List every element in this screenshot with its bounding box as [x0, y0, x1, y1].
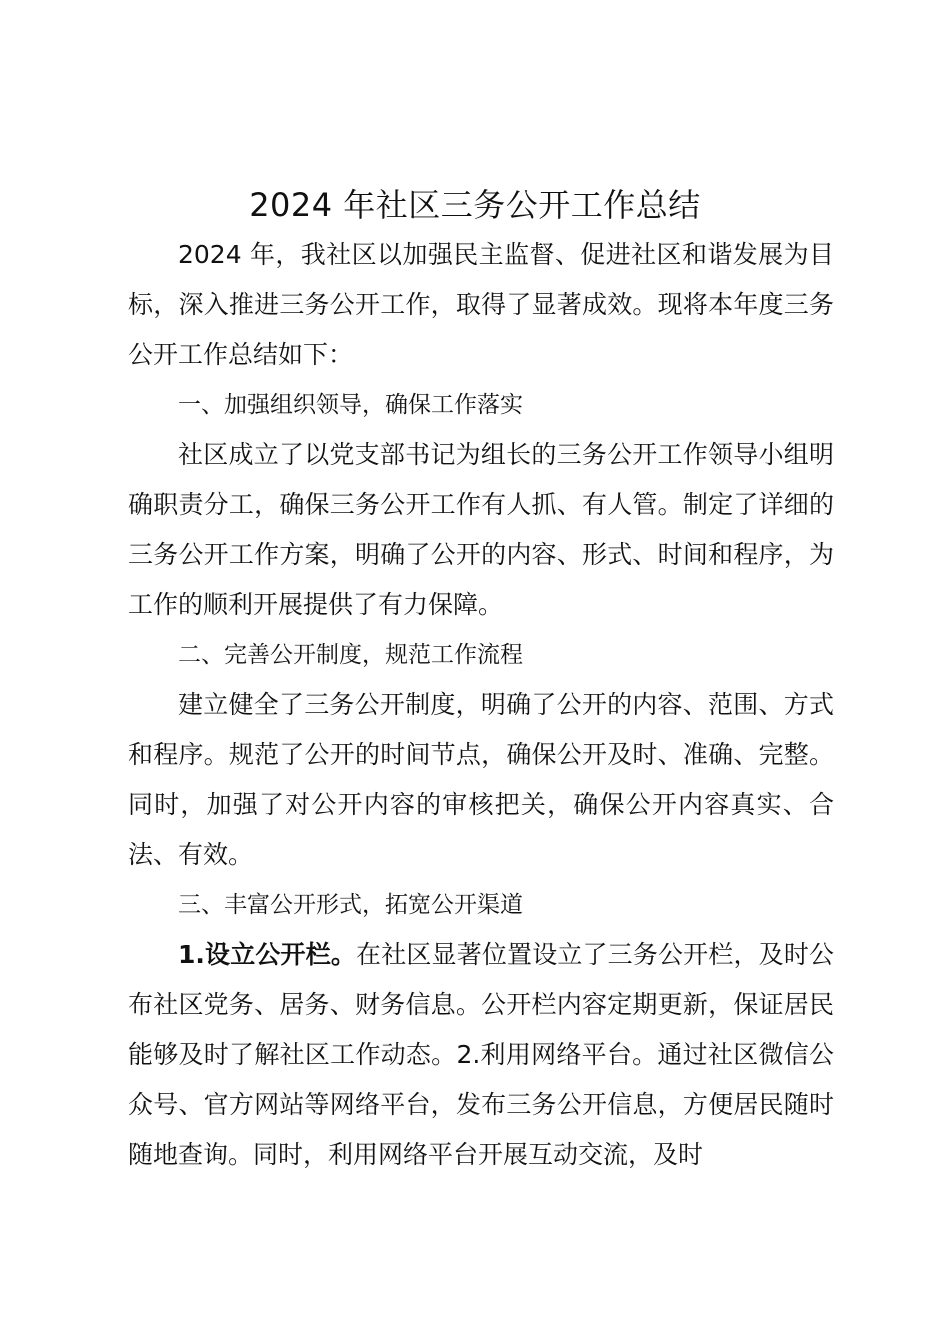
intro-paragraph: 2024 年，我社区以加强民主监督、促进社区和谐发展为目标，深入推进三务公开工作，取得了显著成效。现将本年度三务公开工作总结如下： — [128, 240, 834, 369]
section-heading-2: 二、完善公开制度，规范工作流程 — [178, 642, 523, 668]
section-heading-1: 一、加强组织领导，确保工作落实 — [178, 392, 523, 418]
document-title: 2024 年社区三务公开工作总结 — [249, 186, 701, 224]
section-body-1: 社区成立了以党支部书记为组长的三务公开工作领导小组明确职责分工，确保三务公开工作有人抓、有人管。制定了详细的三务公开工作方案，明确了公开的内容、形式、时间和程序，为工作的顺利开展提供了有力保障。 — [128, 440, 834, 619]
section-body-2: 建立健全了三务公开制度，明确了公开的内容、范围、方式和程序。规范了公开的时间节点，确保公开及时、准确、完整。同时，加强了对公开内容的审核把关，确保公开内容真实、合法、有效。 — [128, 690, 834, 869]
section-body-3 — [128, 930, 834, 1180]
section-body-3-text: 在社区显著位置设立了三务公开栏，及时公布社区党务、居务、财务信息。公开栏内容定期更新，保证居民能够及时了解社区工作动态。2.利用网络平台。通过社区微信公众号、官方网站等网络平台，发布三务公开信息，方便居民随时随地查询。同时，利用网络平台开展互动交流，及时 — [128, 940, 834, 1169]
section-heading-3: 三、丰富公开形式，拓宽公开渠道 — [178, 892, 523, 918]
document-body — [128, 230, 834, 1180]
bold-lead-text: 1.设立公开栏。 — [178, 940, 357, 969]
